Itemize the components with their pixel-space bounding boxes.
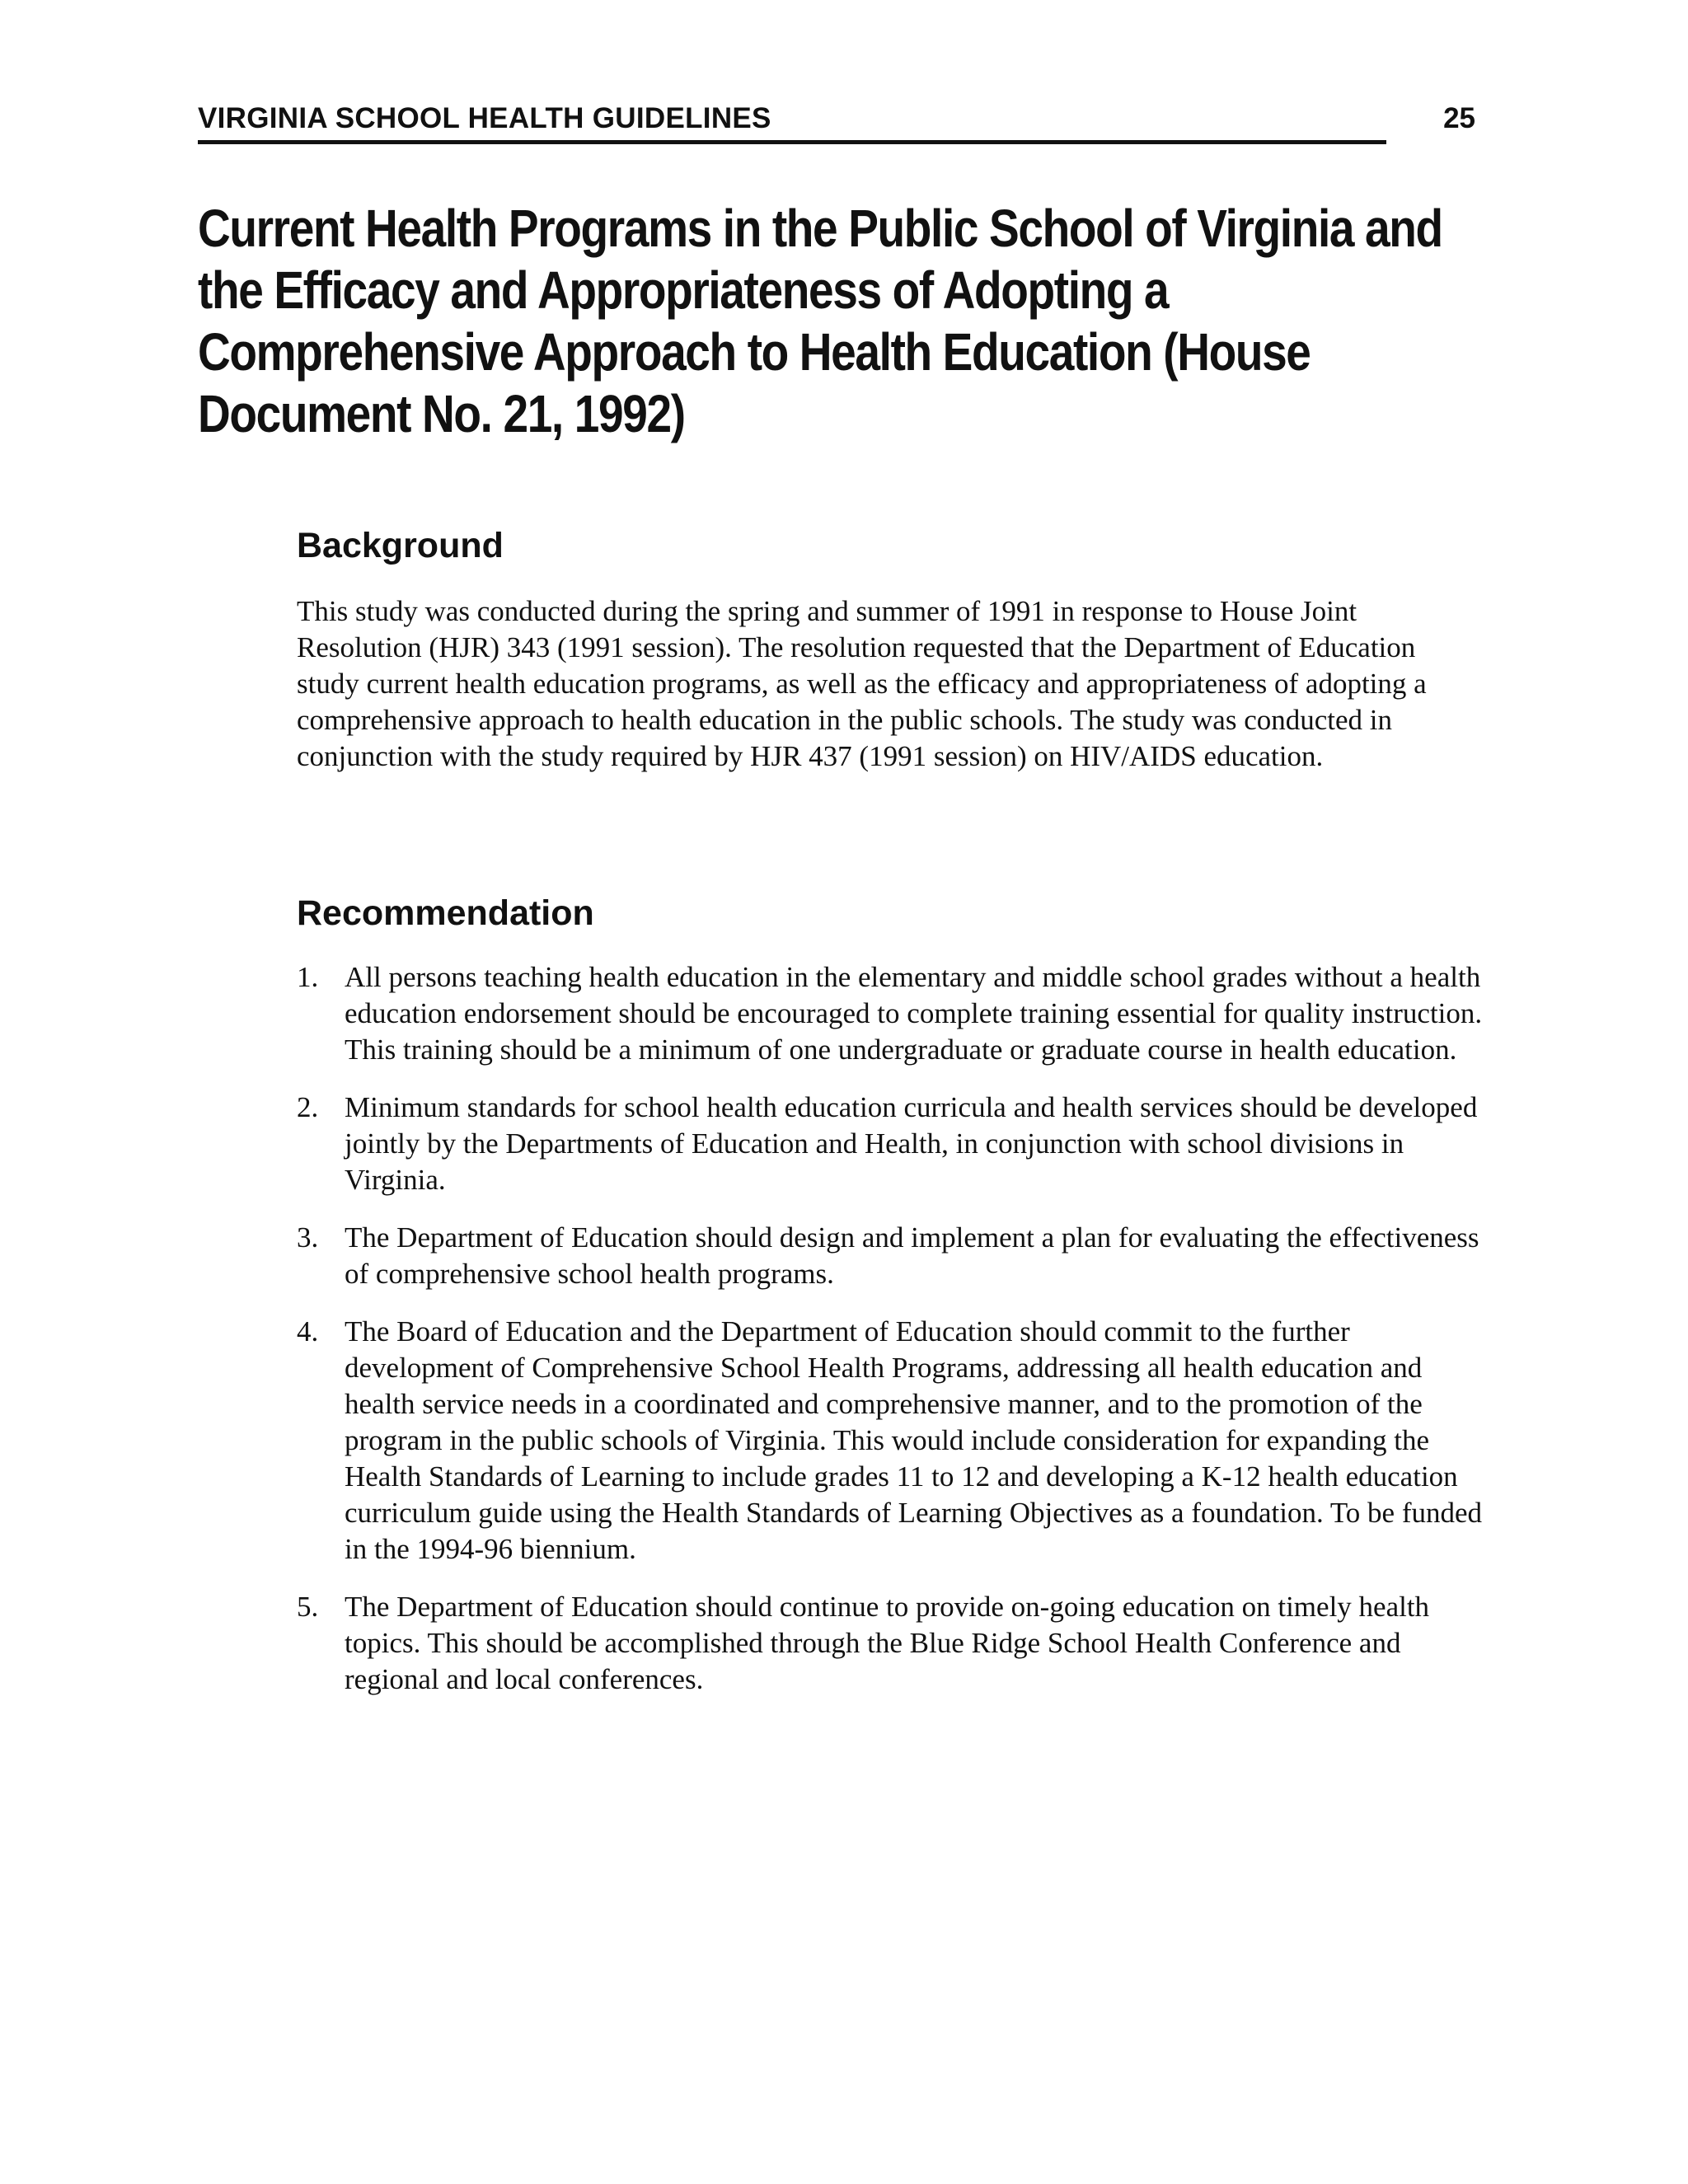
recommendation-item [297, 959, 1484, 1068]
recommendation-text: Minimum standards for school health education curricula and health services should be developed jointly by the Departments of Education and Health, in conjunction with school divisions in Virginia. [345, 1091, 1478, 1196]
recommendation-number: 4. [297, 1315, 319, 1347]
recommendation-number: 1. [297, 961, 319, 993]
background-section [297, 524, 1484, 775]
recommendation-number: 3. [297, 1221, 319, 1254]
running-header-title: VIRGINIA SCHOOL HEALTH GUIDELINES [198, 102, 771, 134]
recommendation-heading: Recommendation [297, 893, 594, 933]
recommendation-number: 2. [297, 1091, 319, 1123]
recommendation-section [297, 892, 1484, 1719]
running-header [198, 97, 1475, 147]
background-paragraph: This study was conducted during the spring and summer of 1991 in response to House Joint Resolution (HJR) 343 (1991 session). The resolution requested that the Department of Education study current health education programs, as well as the efficacy and appropriateness of adopting a comprehensive approach to health education in the public schools. The study was conducted in conjunction with the study required by HJR 437 (1991 session) on HIV/AIDS education. [297, 595, 1427, 772]
document-title: Current Health Programs in the Public School of Virginia and the Efficacy and Appropriateness of Adopting a Comprehensive Approach to Health Education (House Document No. 21, 1992) [198, 199, 1442, 443]
recommendation-text: The Board of Education and the Department of Education should commit to the further development of Comprehensive School Health Programs, addressing all health education and health service needs in a coordinated and comprehensive manner, and to the promotion of the program in the public schools of Virginia. This would include consideration for expanding the Health Standards of Learning to include grades 11 to 12 and developing a K-12 health education curriculum guide using the Health Standards of Learning Objectives as a foundation. To be funded in the 1994-96 biennium. [345, 1315, 1483, 1565]
header-rule [198, 140, 1386, 144]
background-heading: Background [297, 526, 504, 565]
recommendation-text: The Department of Education should design and implement a plan for evaluating the effectiveness of comprehensive school health programs. [345, 1221, 1479, 1290]
recommendation-number: 5. [297, 1591, 319, 1623]
page-number: 25 [1443, 102, 1475, 134]
recommendation-list [297, 959, 1484, 1698]
recommendation-item [297, 1314, 1484, 1568]
recommendation-text: All persons teaching health education in the elementary and middle school grades without a health education endorsement should be encouraged to complete training essential for quality instruction. This training should be a minimum of one undergraduate or graduate course in health education. [345, 961, 1483, 1066]
recommendation-item [297, 1220, 1484, 1292]
recommendation-item [297, 1589, 1484, 1698]
recommendation-text: The Department of Education should continue to provide on-going education on timely health topics. This should be accomplished through the Blue Ridge School Health Conference and regional and local conferences. [345, 1591, 1430, 1695]
recommendation-item [297, 1090, 1484, 1198]
